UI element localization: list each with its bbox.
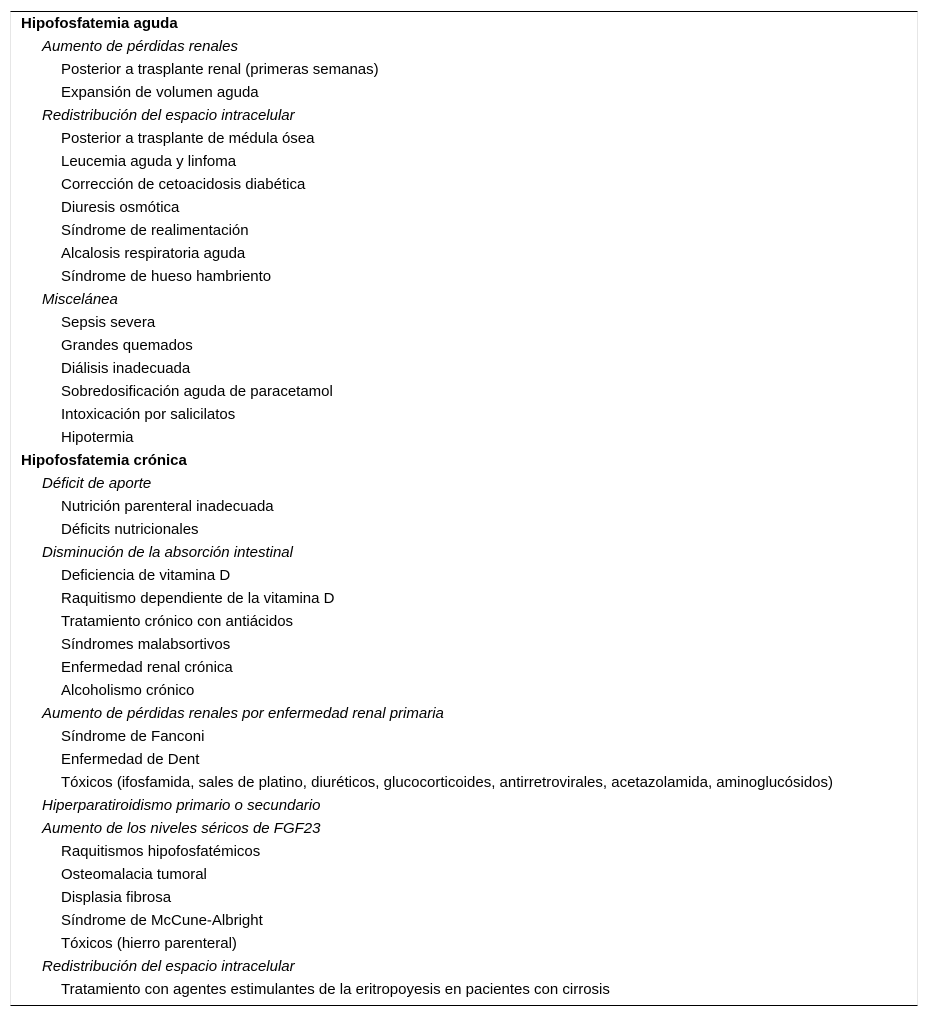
subcategory-heading: Redistribución del espacio intracelular	[42, 107, 295, 124]
cause-item: Tóxicos (ifosfamida, sales de platino, diuréticos, glucocorticoides, antirretrovirales, acetazolamida, aminoglucósidos)	[61, 774, 834, 791]
cause-item: Expansión de volumen aguda	[61, 84, 259, 101]
cause-item: Síndrome de Fanconi	[61, 728, 205, 745]
cause-item: Sepsis severa	[61, 314, 156, 331]
category-heading: Hipofosfatemia crónica	[21, 452, 187, 469]
cause-item: Sobredosificación aguda de paracetamol	[61, 383, 333, 400]
cause-item: Alcoholismo crónico	[61, 682, 195, 699]
cause-item: Diuresis osmótica	[61, 199, 180, 216]
subcategory-heading: Disminución de la absorción intestinal	[42, 544, 293, 561]
cause-item: Síndrome de hueso hambriento	[61, 268, 272, 285]
cause-item: Posterior a trasplante de médula ósea	[61, 130, 315, 147]
subcategory-heading: Déficit de aporte	[42, 475, 152, 492]
cause-item: Síndrome de McCune-Albright	[61, 912, 263, 929]
cause-item: Hipotermia	[61, 429, 134, 446]
cause-item: Posterior a trasplante renal (primeras semanas)	[61, 61, 379, 78]
cause-item: Déficits nutricionales	[61, 521, 199, 538]
cause-item: Leucemia aguda y linfoma	[61, 153, 237, 170]
cause-item: Raquitismo dependiente de la vitamina D	[61, 590, 335, 607]
subcategory-heading: Miscelánea	[42, 291, 118, 308]
cause-item: Tratamiento con agentes estimulantes de la eritropoyesis en pacientes con cirrosis	[61, 981, 610, 998]
cause-item: Diálisis inadecuada	[61, 360, 191, 377]
cause-item: Displasia fibrosa	[61, 889, 172, 906]
cause-item: Síndrome de realimentación	[61, 222, 249, 239]
subcategory-heading: Hiperparatiroidismo primario o secundario	[42, 797, 321, 814]
cause-item: Síndromes malabsortivos	[61, 636, 231, 653]
category-heading: Hipofosfatemia aguda	[21, 15, 178, 32]
cause-item: Enfermedad de Dent	[61, 751, 200, 768]
cause-item: Nutrición parenteral inadecuada	[61, 498, 274, 515]
cause-item: Grandes quemados	[61, 337, 193, 354]
subcategory-heading: Aumento de los niveles séricos de FGF23	[42, 820, 321, 837]
cause-item: Alcalosis respiratoria aguda	[61, 245, 246, 262]
cause-item: Osteomalacia tumoral	[61, 866, 207, 883]
cause-item: Tratamiento crónico con antiácidos	[61, 613, 294, 630]
cause-item: Intoxicación por salicilatos	[61, 406, 236, 423]
subcategory-heading: Aumento de pérdidas renales	[42, 38, 238, 55]
subcategory-heading: Aumento de pérdidas renales por enfermedad renal primaria	[42, 705, 444, 722]
subcategory-heading: Redistribución del espacio intracelular	[42, 958, 295, 975]
cause-item: Deficiencia de vitamina D	[61, 567, 231, 584]
cause-item: Raquitismos hipofosfatémicos	[61, 843, 261, 860]
cause-item: Tóxicos (hierro parenteral)	[61, 935, 237, 952]
cause-item: Corrección de cetoacidosis diabética	[61, 176, 306, 193]
cause-item: Enfermedad renal crónica	[61, 659, 233, 676]
